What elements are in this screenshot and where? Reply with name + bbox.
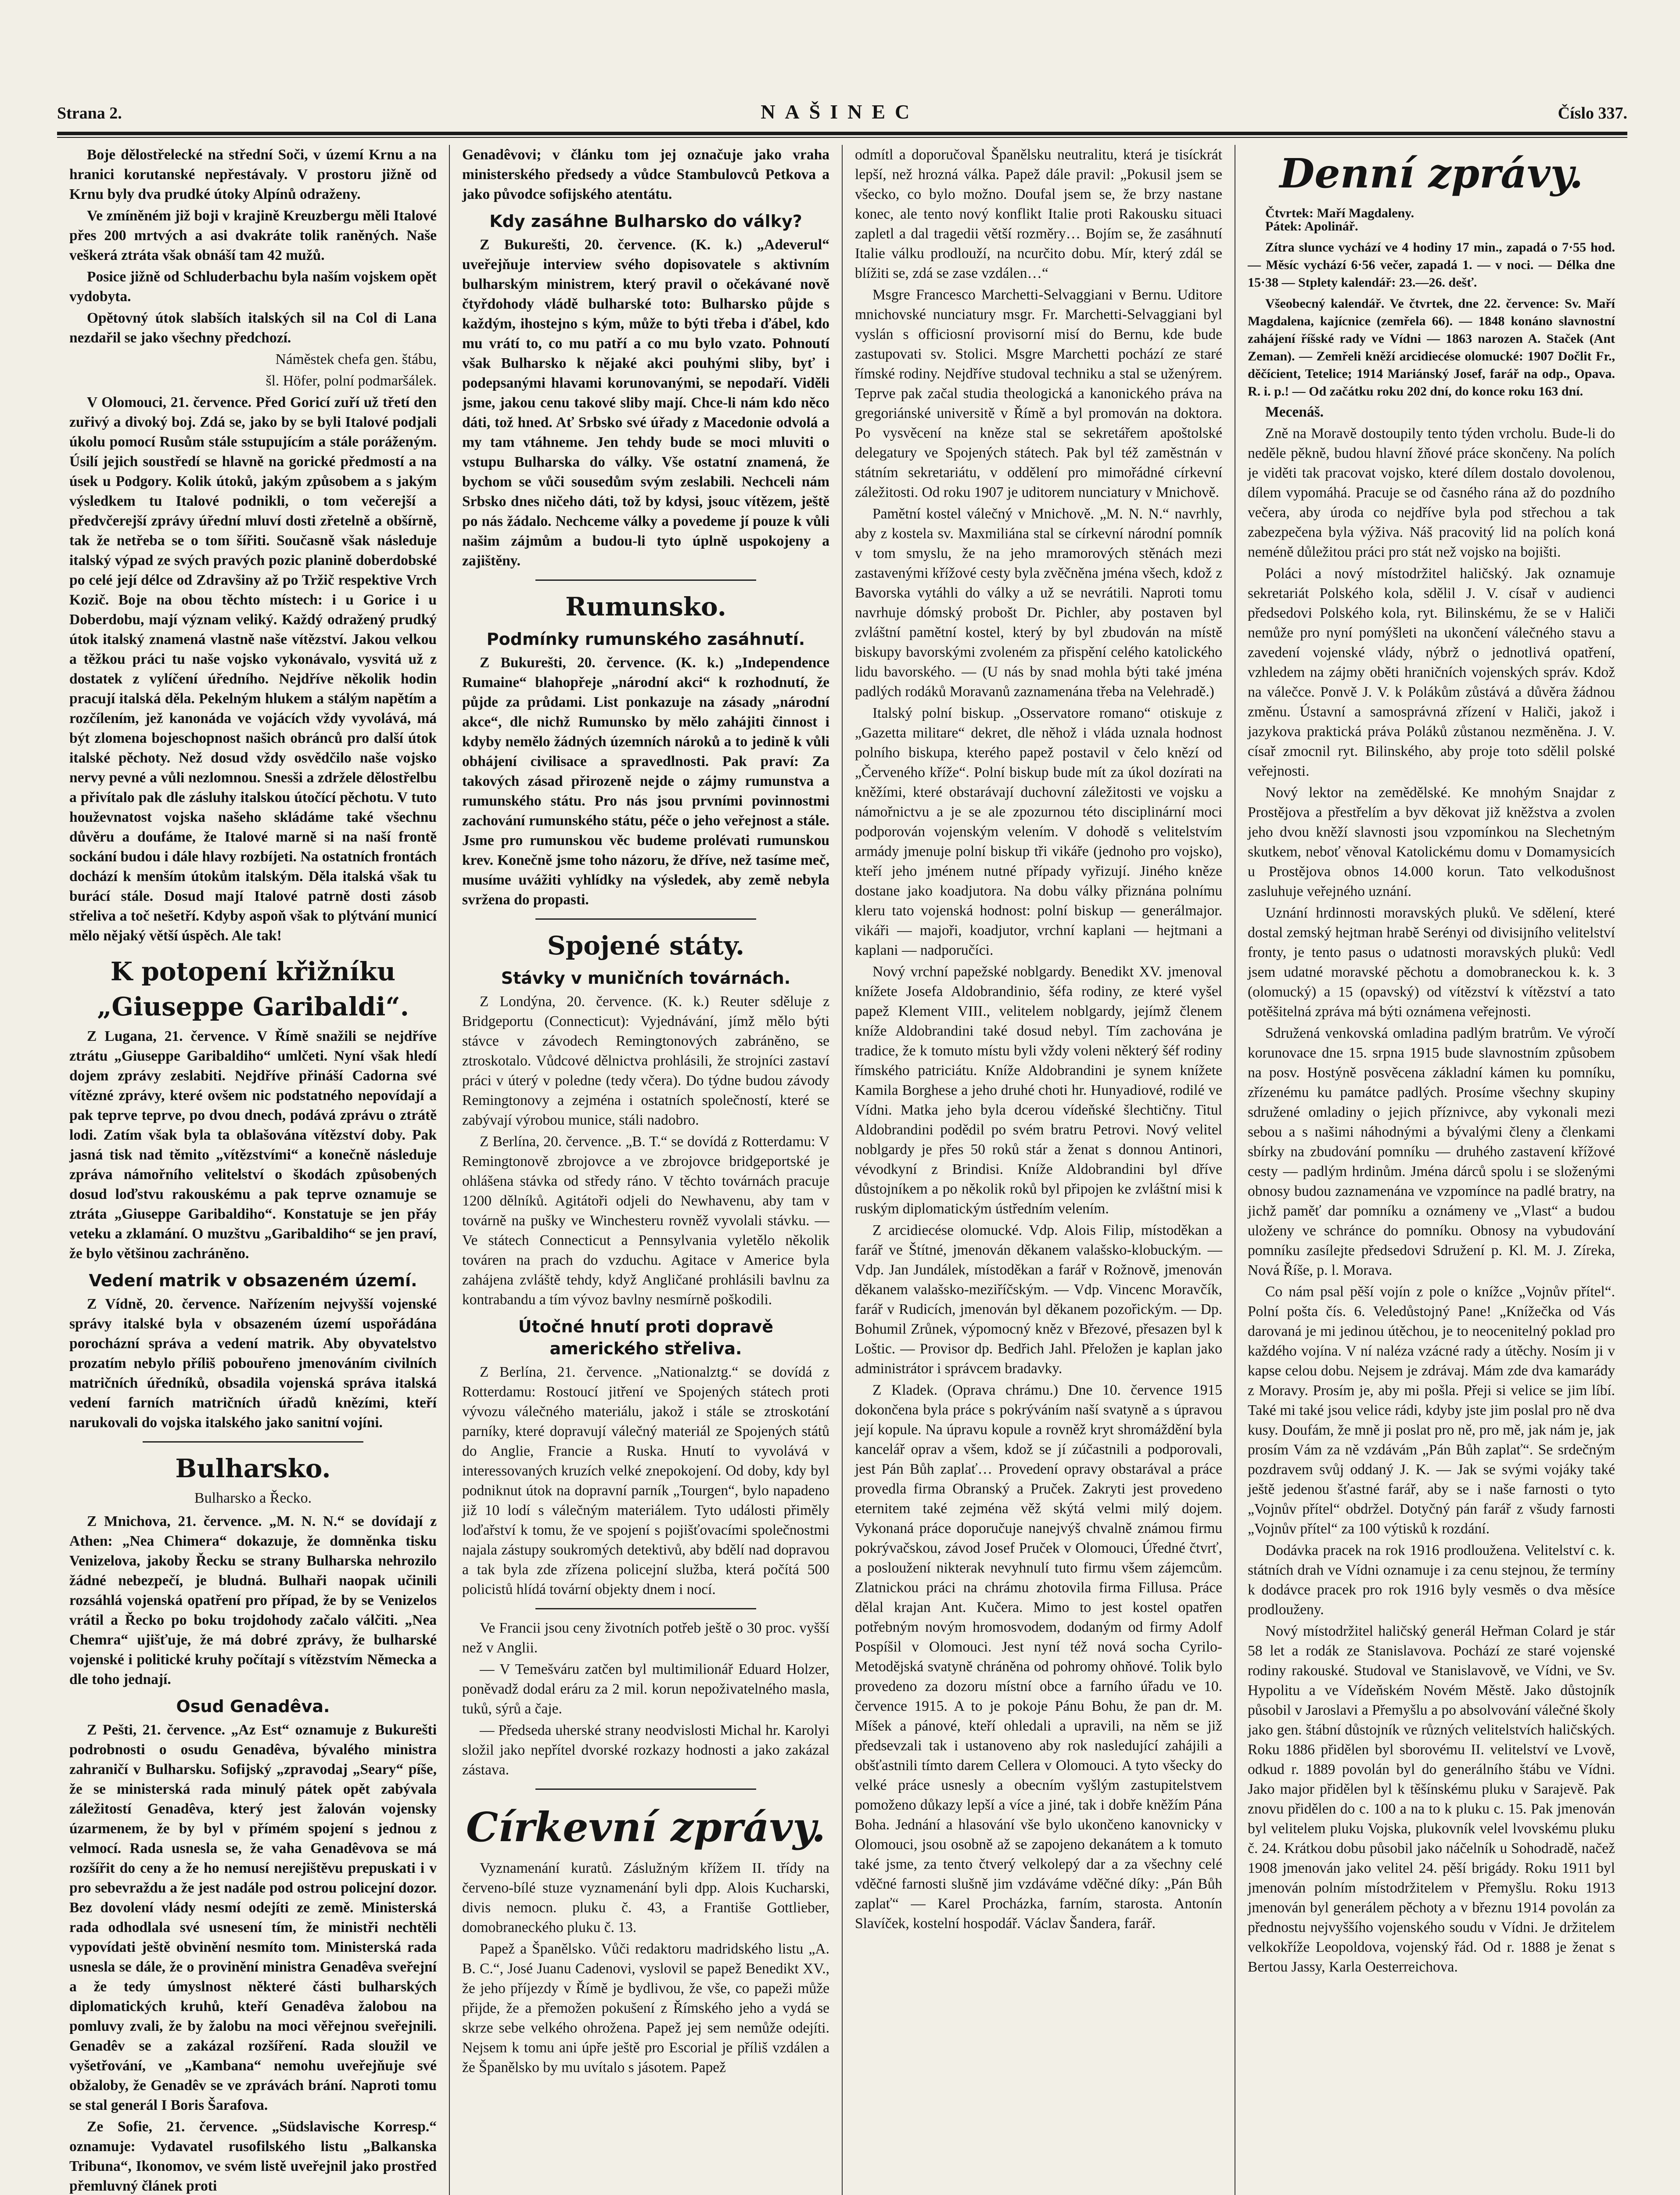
headline-garibaldi-2: „Giuseppe Garibaldi“.: [97, 992, 409, 1022]
calendar-general: Všeobecný kalendář. Ve čtvrtek, dne 22. července: Sv. Maří Magdalena, kajícnice (zemřela 66). — 1848 konáno slavnostní zahájení říšské rady ve Vídni — 1863 narozen A. Staček (Ant Zeman). — Zemřeli kněží arcidiecése olomucké: 1907 Dočlit Fr., děčícient, Tetelice; 1914 Mariánský Josef, farář na odp., Opava. R. i. p.! — Od začátku roku 202 dní, do konce roku 163 dní.: [1248, 296, 1615, 399]
masthead: [57, 100, 1627, 126]
headline-cirkevni-zpravy: Církevní zprávy.: [466, 1803, 826, 1851]
article-paragraph: Z Bukurešti, 20. července. (K. k.) „Independence Rumaine“ blahopřeje „národní akci“ k rozhodnutí, že půjde za průdami. List ponkazuje na zásady „národní akce“, dle nichž Rumunsko by mělo zahájiti činnost i kdyby nemělo žádných územních nároků a to jedině k vůli obhájení civilisace a spravedlnosti. Pak praví: Za takových zásad přirozeně nejde o zájmy rumunstva a rumunského státu. Pro nás jsou prvními povinnostmi zachování rumunského státu, péče o jeho veřejnost a stále. Jsme pro rumunskou věc budeme prolévati rumunskou krev. Konečně jsme toho názoru, že dříve, než tasíme meč, musíme uvážiti vyhlídky na výsledek, aby země nebyla svržena do propasti.: [462, 655, 829, 908]
calendar-line: Pátek: Apolinář.: [1265, 219, 1358, 234]
article-paragraph: Dodávka pracek na rok 1916 prodloužena. Velitelství c. k. státních drah ve Vídni oznamuje i za cenu stejnou, že termíny k dodávce pracek pro rok 1916 byly vesměs o dva měsíce prodlouženy.: [1248, 1542, 1615, 1618]
article-paragraph: Z Kladek. (Oprava chrámu.) Dne 10. července 1915 dokončena byla práce s pokrýváním naší svatyně a s úpravou její kopule. Na úpravu kopule a rovněž kryt shromáždění byla kancelář oprav a všem, kdož se jí zúčastnili a podporovali, jest Pán Bůh zaplať… Provedení opravy obstarával a práce provedla firma Obranský a Pruček. Zakryti jest provedeno eternitem také zejména věž skýtá velmi milý dojem. Vykonaná práce doporučuje nanejvýš chvalně známou firmu pokrývačskou, závod Josef Pruček v Olomouci, Úředné čtvrť, a posloužení nikterak nevyhnulí tuto firmu všem zájemcům. Zlatnickou práci na chrámu zhotovila firma Fillusa. Práce dělal krajan Ant. Kučera. Mimo to jest kostel opatřen potřebným novým hromosvodem, dodaným od firmy Adolf Pospíšil v Olomouci. Jest nyní též nová socha Cyrilo-Metodějská svatyně chráněna od pohromy ohňové. Tolik bylo provedeno za dozoru místní obce a farního úřadu ve 10. července 1915. A to je pokoje Pánu Bohu, že pan dr. M. Míšek a pánové, kteří ohledali a upravili, na něm se již předsevzali tak i ustanoveno aby rok nasledující zahájili a obšťastnili tímto darem Cellera v Olomouci. A tyto všecky do velké práce usnesly a obecním vyšlým zastupitelstvem pomoženo důkazy lepší a více a jiné, tak i dobře kněžím Pána Boha. Jednání a hlasování vše bylo ukončeno kanovnicky v Olomouci, jsou osobně až se zapojeno dekanátem a k tomuto také jsme, za tento čtverý velkolepý dar a za všechny celé vděčné farnosti slušně jim vzdáváme vděčné díky: „Pán Bůh zaplať“ — Karel Procházka, farním, starosta. Antonín Slavíček, kostelní hospodář. Václav Šandera, farář.: [855, 1382, 1222, 1932]
paper-name: NAŠINEC: [761, 101, 919, 123]
article-paragraph: Z Lugana, 21. července. V Římě snažili se nejdříve ztrátu „Giuseppe Garibaldiho“ umlčeti. Nyní však hledí dojem zprávy zeslabiti. Nejdříve přináší Cadorna své vítězné zprávy, které ovšem nic podstatného nepovídají a pak teprve teprve, po dvou dnech, podává zprávu o ztrátě lodi. Zatím však byla ta oblašována vítězství doby. Pak jasná tisk nad těmito „vítězstvími“ a konečně následuje zpráva námořního velitelství o škodách způsobených dosud loďstvu rakouskému a pak teprve oznamuje se ztráta „Giuseppe Garibaldiho“. Konstatuje se jen přáy veteku a zklamání. O muzštvu „Garibaldiho“ se jen praví, že bylo většinou zachráněno.: [69, 1028, 437, 1262]
headline-bulharsko: Bulharsko.: [175, 1454, 331, 1483]
subheadline-stavky: Stávky v muničních továrnách.: [501, 968, 791, 988]
calendar-line: Čtvrtek: Maří Magdaleny.: [1265, 206, 1414, 220]
separator: [535, 1608, 756, 1609]
article-paragraph: Z Bukurešti, 20. července. (K. k.) „Adeverul“ uveřejňuje interview svého dopisovatele s aktivním bulharským ministrem, který pravil o očekávané nově čtyřdohody vládě bulharské toto: Bulharsko půjde s každým, ihostejno s kým, může to býti třeba i ďábel, kdo mu vrátí to, co mu patří a co mu bylo vzato. Pohnoutí však Bulharsko k nějaké akci pouhými sliby, byť i podepsanými hlavami korunovanými, se nepodaří. Viděli jsme, jakou cenu takové sliby mají. Chce-li nám kdo něco dáti, tož hned. Ať Srbsko své úřady z Macedonie odvolá a my tam vtáhneme. Jen tehdy bude se moci mluviti o vstupu Bulharska do války. Vše ostatní znamená, že bychom se vůči sousedům svým zeslabili. Nechceli nám Srbsko dnes ničeho dáti, tož by kdysi, jsouc vítězem, ještě po nás žádalo. Nechceme války a povedeme jí pouze k vůli našim zájmům a budou-li tyto úplně uspokojeny a zajištěny.: [462, 237, 829, 569]
separator: [535, 918, 756, 920]
article-paragraph: Poláci a nový místodržitel haličský. Jak oznamuje sekretariát Polského kola, sdělil J. V. císař v audienci předsedovi Polského kola, ryt. Bilinskému, že se v Haliči nemůže pro nyní pomýšleti na ukončení válečného stavu a zavedení vojenské vlády, nýbrž o jednotlivá opatření, vzhledem na zájmy oběti hraničních vojenských správ. Kdož na válečce. Ponvě J. V. k Polákům zůstává a důvěra žádnou změnu. Ústavní a samosprávná zřízení v Haliči, jakož i jazykova praktická práva Poláků zůstanou nezměněna. J. V. císař zmocnil ryt. Bilinského, aby proje toto sdělil polské veřejnosti.: [1248, 565, 1615, 779]
article-paragraph: Z Pešti, 21. července. „Az Est“ oznamuje z Bukurešti podrobnosti o osudu Genadêva, bývalého ministra zahraničí v Bulharsku. Sofijský „zpravodaj „Seary“ píše, že se ministerská rada minulý pátek opět zabývala záležitostí Genadêva, který jest žalován vojensky úzarmenem, že by byl v přímém spojení s jednou z velmocí. Rada usnesla se, že vaha Genadêvova se má rozšířit do ceny a že ho nemusí nerejištěvu prepuskati i v pro sebevraždu a že jest nadále pod ostrou policejní dozor. Bez dovolení vlády nesmí odejíti ze země. Ministerská rada odhodlala své usnesení tím, že ministři nechtěli vypovídati ještě obvinění nesmíto tom. Ministerská rada usnesla se dále, že o provinění ministra Genadêva sveřejní a že tedy úmyslnost některé části bulharských diplomatických kruhů, kteří Genadêva žalobou na pomluvy zvali, že by žalobu na moci věřejnou sveřejnili. Genadêv se a zakázal rozšíření. Rada sloužil ve vyšetřování, ve „Kambana“ nemohu uveřejňuje své obžaloby, že Genadêv se ve zprávách brání. Naproti tomu se stal generál I Boris Šarafova.: [69, 1722, 437, 2113]
article-paragraph: Ve Francii jsou ceny životních potřeb ještě o 30 proc. vyšší než v Anglii.: [462, 1620, 829, 1656]
article-paragraph: Z Londýna, 20. července. (K. k.) Reuter sděluje z Bridgeportu (Connecticut): Vyjednávání, jímž mělo býti stávce v závodech Remingtonových zabráněno, se ztroskotalo. Vůdcové dělnictva prohlásili, že strojníci zastaví práci v úterý v poledne (tedy včera). Do týdne budou závody Remingtonovy a zejména i ostatních společností, které se zabývají výrobou munice, stáli nadobro.: [462, 993, 829, 1128]
column-4: [1235, 145, 1627, 2195]
article-paragraph: Sdružená venkovská omladina padlým bratrům. Ve výročí korunovace dne 15. srpna 1915 bude slavnostním způsobem na posv. Hostýně posvěcena základní kámen ku pomníku, zřízenému ku památce padlých. Prosíme všechny skupiny sdružené omladiny o jejich příznivce, aby vykonali mezi sebou a s našimi náhodnými a bývalými členy a členkami sbírky na zbudování pomníku — druhého zastavení křížové cesty — padlým hrdinům. Jména dárců spolu i se složenými obnosy budou zaznamenána ve vzpomínce na padlé bratry, na jichž paměť dar pomníku a oznámeny ve „Vlast“ a budou uloženy ve schránce do pomníku. Obnosy na vybudování pomníku zasílejte předsedovi Sdružení p. Kl. M. J. Zíreka, Nová Říše, p. l. Morava.: [1248, 1025, 1615, 1278]
article-paragraph: Z Berlína, 20. července. „B. T.“ se dovídá z Rotterdamu: V Remingtonově zbrojovce a ve zbrojovce bridgeportské je ohlášena stávka od středy ráno. V těchto továrnách pracuje 1200 dělníků. Agitátoři odjeli do Newhavenu, aby tam v továrně na pušky ve Winchesteru rovněž vyvolali stávku. — Ve státech Connecticut a Pennsylvania vyletělo několik továren na prach do vzduchu. Agitace v Americe byla zahájena zvláště tehdy, když Angličané prohlásili bavlnu za kontrabandu a tím vývoz bavlny nesmírně poškodili.: [462, 1133, 829, 1308]
headline-garibaldi-1: K potopení křižníku: [110, 957, 396, 986]
page-label: Strana 2.: [57, 104, 122, 122]
separator: [535, 579, 756, 581]
article-paragraph: Co nám psal pěší vojín z pole o knížce „Vojnův přítel“. Polní pošta čís. 6. Veledůstojný Pane! „Knížečka od Vás darovaná je mi jedinou útěchou, je to neocenitelný poklad pro každého vojína. V ní naléza vzácné rady a útěchy. Nosím ji v kapse celou dobu. Nejsem je zdrávaj. Mám zde dva kamarády z Moravy. Prosím je, aby mi pošla. Přeji si velice se jim líbí. Také mi také jsou velice rádi, kdyby jste jim poslal pro ně dva kusy. Doufám, že mně ji poslat pro ně, pro mě, jak nám je, jak prosím Vám za ně vzdávám „Pán Bůh zaplať“. Se srdečným pozdravem svůj oddaný J. K. — Jak se svými vojáky také ještě jedenou šťastné farář, aby se i naše farnosti o tyto „Vojnův přítel“ obdržel. Dotyčný pán farář z všudy farnosti „Vojnův přítel“ za 100 výtisků k rozdání.: [1248, 1284, 1615, 1537]
headline-denni-zpravy: Denní zprávy.: [1279, 150, 1583, 197]
article-paragraph: Zně na Moravě dostoupily tento týden vrcholu. Bude-li do neděle pěkně, budou hlavní žňové práce skončeny. Na polích je viděti tak pracovat vojsko, které dílem dostalo dovolenou, dílem vypomáhá. Pracuje se od časného rána až do pozdního večera, aby úroda co nejdříve byla pod střechou a tak zabezpečena byla výživa. Náš pracovitý lid na polích koná neméně důležitou práci pro stát než vojsko na bojišti.: [1248, 425, 1615, 560]
signature-line: šl. Höfer, polní podmaršálek.: [266, 373, 437, 389]
article-paragraph: Ve zmíněném již boji v krajině Kreuzbergu měli Italové přes 200 mrtvých a asi dvakráte tolik raněných. Naše veškerá ztráta však obnáší tam 42 mužů.: [69, 208, 437, 263]
headline-spojene-staty: Spojené státy.: [547, 931, 745, 961]
subheadline-utocne-hnuti: Útočné hnutí proti dopravě amerického střeliva.: [518, 1317, 774, 1358]
subheadline-bulharsko: Bulharsko a Řecko.: [194, 1490, 312, 1506]
issue-number: Číslo 337.: [1558, 104, 1627, 122]
calendar-sun-moon: Zítra slunce vychází ve 4 hodiny 17 min., zapadá o 7·55 hod. — Měsíc vychází 6·56 večer, zapadá 1. — v noci. — Délka dne 15·38 — Stplety kalendář: 23.—26. dešť.: [1248, 240, 1615, 290]
article-paragraph: Msgre Francesco Marchetti-Selvaggiani v Bernu. Uditore mnichovské nunciatury msgr. Fr. Marchetti-Selvaggiani byl vyslán s officiosní provisorní misí do Bernu, kde bude zastupovati sv. Stolici. Msgre Marchetti pochází ze staré římské rodiny. Nejdříve studoval techniku a stal se uženýrem. Teprve pak začal studia theologická a kanonického práva na gregoriánské universitě v Římě a byl promován na doktora. Po vysvěcení na kněze stal se sekretářem apoštolské delegatury ve Spojených státech. Pak byl též zaměstnán v státním sekretariátu, v oddělení pro mimořádné církevní záležitosti. Od roku 1907 je uditorem nunciatury v Mnichově.: [855, 287, 1222, 500]
article-paragraph: Nový lektor na zemědělské. Ke mnohým Snajdar z Prostějova a přestřelím a byv děkovat již kněžstva a zvolen jeho dvou kněží slavnosti jsou vzpomínkou na Slechetným skutkem, neboť věnoval Katolickému domu v Domamysicích u Prostějova obnos 14.000 korun. Tato velkodušnost zasluhuje veřejného uznání.: [1248, 784, 1615, 900]
signature-line: Náměstek chefa gen. štábu,: [275, 351, 437, 367]
article-paragraph: — Předseda uherské strany neodvislosti Michal hr. Karolyi složil jako nepřítel dvorské rozkazy hodnosti a jako zakázal zástava.: [462, 1722, 829, 1778]
subheadline-rumunsko: Podmínky rumunského zasáhnutí.: [486, 630, 805, 649]
article-paragraph: Boje dělostřelecké na střední Soči, v území Krnu a na hranici korutanské nepřestávaly. V prostoru jižně od Krnu byly dva prudké útoky Alpínů odraženy.: [69, 147, 437, 202]
article-paragraph: odmítl a doporučoval Španělsku neutralitu, která je tisíckrát lepší, než hrozná válka. Papež dále pravil: „Pokusil jsem se všecko, co bylo možno. Doufal jsem se, že brzy nastane konec, ale tento nový konflikt Italie proti Rakousku situaci zapletl a dal tragedii větší rozměry… Bojím se, že zasáhnutí Italie válku prodlouží, na ncurčito dobu. Mír, který zdál se blížiti se, zdá se zase vzdálen…“: [855, 147, 1222, 281]
subheadline-valka: Kdy zasáhne Bulharsko do války?: [489, 212, 802, 231]
subheadline-genadev: Osud Genadêva.: [176, 1697, 330, 1716]
masthead-rule: [57, 132, 1627, 135]
subheadline-matrik: Vedení matrik v obsazeném území.: [89, 1271, 417, 1290]
column-2: [450, 145, 843, 2195]
article-paragraph: Vyznamenání kuratů. Záslužným křížem II. třídy na červeno-bílé stuze vyznamenání byli dpp. Alois Kucharski, divis nemocn. pluku č. 43, a Františe Gottlieber, domobraneckého pluku č. 13.: [462, 1860, 829, 1936]
article-paragraph: Pamětní kostel válečný v Mnichově. „M. N. N.“ navrhly, aby z kostela sv. Maxmiliána stal se církevní národní pomník v tom smyslu, že na jeho mramorových stěnách mezi zastavenými křížové cesty byla zvěčněna jména všech, kdož z Bavorska vytáhli do války a už se nevrátili. Naproti tomu navrhuje dómský probošt Dr. Pichler, aby postaven byl zvláštní pamětní kostel, který by byl zbudován na místě biskupy bavorskými zvoleném za přispění celého katolického lidu bavorského. — (U nás by snad mohla býti také jména padlých rodáků Moravanů zaznamenána třeba na Velehradě.): [855, 506, 1222, 700]
article-paragraph: Z arcidiecése olomucké. Vdp. Alois Filip, místoděkan a farář ve Štítné, jmenován děkanem valašsko-klobuckým. — Vdp. Jan Jundálek, místoděkan a farář v Rožnově, jmenován děkanem valašsko-meziříčským. — Vdp. Vincenc Moravčík, farář v Rudicích, jmenován byl děkanem pozořickým. — Dp. Bohumil Zrůnek, výpomocný kněz v Březové, přesazen byl k Loštic. — Provisor dp. Bedřich Jahl. Přeložen je kaplan jako administrátor i správcem bradavky.: [855, 1222, 1222, 1377]
section-label: Mecenáš.: [1265, 404, 1324, 420]
column-1: [57, 145, 450, 2195]
article-paragraph: Nový vrchní papežské noblgardy. Benedikt XV. jmenoval knížete Josefa Aldobrandinio, šéfa rodiny, ze které vyšel papež Klement VIII., velitelem noblgardy, jejímž členem kníže Aldobrandini také dosud nebyl. Tím zachována je tradice, že k tomuto místu byli vždy voleni některý šéf rodiny římského patriciátu. Kníže Aldobrandini je synem knížete Kamila Borghese a jeho druhé choti hr. Hunyadiové, rodilé ve Vídni. Matka jeho byla dcerou vídeňské šlechtičny. Titul Aldobrandini podědil po svém bratru Petrovi. Nový velitel noblgardy je přes 50 roků stár a ženat s donnou Antinori, vévodkyní z Brindisi. Kníže Aldobrandini byl dříve důstojníkem a po několik roků byl připojen ke zvláštní misi k ruským diplomatickým ústředním velením.: [855, 964, 1222, 1217]
article-paragraph: Ze Sofie, 21. července. „Südslavische Korresp.“ oznamuje: Vydavatel rusofilského listu „Balkanska Tribuna“, Ikonomov, ve svém listě uveřejnil jako prostřed přemluvný článek proti: [69, 2119, 437, 2194]
masthead-rule-thin: [57, 137, 1627, 138]
article-paragraph: Opětovný útok slabších italských sil na Col di Lana nezdařil se jako všechny předchozí.: [69, 310, 437, 346]
article-paragraph: Nový místodržitel haličský generál Heřman Colard je stár 58 let a rodák ze Stanislavova. Pochází ze staré vojenské rodiny rakouské. Studoval ve Stanislavově, ve Vídni, ve Sv. Hypolitu a ve Vídeňském Novém Městě. Jako důstojník působil v Jaroslavi a Přemyšlu a po absolvování válečné školy jako gen. štábní důstojník ve různých velitelstvích haličských. Roku 1886 přidělen byl sborovému II. velitelství ve Lvově, odkud r. 1889 povolán byl do generálního štábu ve Vídni. Jako major přidělen byl k těšínskému pluku v Sarajevě. Pak znovu přidělen do c. 100 a na to k pluku c. 15. Pak jmenován byl velitelem pluku Vojska, plukovník velel lvovskému pluku č. 24. Krátkou dobu působil jako náčelník u Sohodradě, načež 1908 jmenován jako velitel 24. pěší brigády. Roku 1911 byl jmenován polním místodržitelem v Přemyšlu. Roku 1913 jmenován byl generálem pěchoty a v březnu 1914 povolán za přednostu nejvyššího vojenského soudu v Vídni. Je držitelem velkokříže Leopoldova, vojenský řád. Od r. 1888 je ženat s Bertou Jassy, Karla Oesterreichova.: [1248, 1623, 1615, 1975]
article-paragraph: — V Temešváru zatčen byl multimilionář Eduard Holzer, poněvadž dodal eráru za 2 mil. korun nepoživatelného masla, tuků, sýrů a čaje.: [462, 1661, 829, 1717]
article-paragraph: V Olomouci, 21. července. Před Goricí zuří už třetí den zuřivý a divoký boj. Zdá se, jako by se byli Italové podjali úkolu pomocí Rusům stále sstupujícím a stále poráženým. Úsilí jejich soustředí se hlavně na gorické předmostí a na úsek u Podgory. Kolik útoků, jakým způsobem a s jakým výsledkem tu Italové podnikli, o tom večerejší a předvčerejší zprávy úřední mluví dosti zřetelně a obšírně, tak že netřeba se o tom šířiti. Současně však následuje italský výpad ze svých pravých pozic planině doberdobské po celé její délce od Zdravšiny až po Tržič respektive Vrch Kozič. Boje na obou těchto místech: i u Gorice i u Doberdobu, mají význam veliký. Každý odražený prudký útok italský znamená vlastně naše vítězství. Jakou velkou a těžkou práci tu naše vojsko vykonávalo, vysvitá už z dostatek z vylíčení úředního. Nejdříve několik hodin pracují italská děla. Pekelným hlukem a stálým napětím a rozčílením, jež kanonáda ve vojácích vždy vyvolává, má být zlomena bojeschopnost našich obránců pro další útok italské pěchoty. Než dosud vždy osvědčilo naše vojsko nervy pevné a vůli nezlomnou. Snesši a zdržele dělostřelbu a přivítalo pak dle zásluhy italskou útočící pěchotu. V tuto houževnatost vojska našeho skládáme také všechnu důvěru a doufáme, že Italové marně si na naší frontě sockání budou i dále hlavy rozbíjeti. Na ostatních frontách dochází k menším útokům italským. Děla italská však tu burácí stále. Dosud mají Italové patrně dosti zásob střeliva a toč nešetří. Kdyby aspoň však to plýtvání municí mělo nějaký větší úspěch. Ale tak!: [69, 394, 437, 944]
article-paragraph: Posice jižně od Schluderbachu byla naším vojskem opět vydobyta.: [69, 269, 437, 305]
separator: [143, 1441, 363, 1443]
article-paragraph: Z Berlína, 21. července. „Nationalztg.“ se dovídá z Rotterdamu: Rostoucí jitření ve Spojených státech proti vývozu válečného materiálu, jakož i stále se ztroskotání parníky, které dopravují válečný materiál ze Spojených států do Anglie, Francie a Ruska. Hnutí to vyvolává v interessovaných kruzích velké znepokojení. Od doby, kdy byl podniknut útok na dopravní parník „Tourgen“, bylo napadeno již 10 lodí s válečným materiálem. Tyto události přiměly loďařství k tomu, že ve spojení s pojišťovacími společnostmi najala zástupy soukromých detektivů, aby bdělí nad dopravou a tak byla zde zřízena policejní služba, která počítá 500 policistů hlídá tovární objekty dnem i nocí.: [462, 1364, 829, 1598]
article-paragraph: Z Vídně, 20. července. Nařízením nejvyšší vojenské správy italské byla v obsazeném území uspořádána porocházní správa a vedení matrik. Aby obyvatelstvo prozatím nebylo příliš pobouřeno jmenováním civilních matričních úředníků, obsadila vojenská správa italská vedení farních matričních úřadů knězími, kteří narukovali do vojska italského jako sanitní vojíni.: [69, 1296, 437, 1431]
article-paragraph: Uznání hrdinnosti moravských pluků. Ve sdělení, které dostal zemský hejtman hrabě Serényi od divisijního velitelství fronty, je tento pasus o udatnosti moravských pluků: Vedl jsem udatné moravské pěchotu a domobraneckou k. k. 3 (olomucký) a 15 (opavský) od vítězství k vítězství a tato potěšitelná zpráva má býti oznámena veřejnosti.: [1248, 905, 1615, 1020]
column-3: [843, 145, 1235, 2195]
article-paragraph: Z Mnichova, 21. července. „M. N. N.“ se dovídají z Athen: „Nea Chimera“ dokazuje, že domněnka tisku Venizelova, jakoby Řecku se strany Bulharska nehrozilo žádné nebezpečí, je bludná. Bulhaři naopak učinili rozsáhlá vojenská opatření pro případ, že by se Venizelos vrátil a Řecko po boku trojdohody začalo válčiti. „Nea Chemra“ ujišťuje, že má dobré zprávy, že bulharské vojenské i politické kruhy počítají s vítězstvím Německa a dle toho jednají.: [69, 1513, 437, 1688]
article-paragraph: Genadêvovi; v článku tom jej označuje jako vraha ministerského předsedy a vůdce Stambulovců Petkova a jako původce sofijského atentátu.: [462, 147, 829, 202]
article-paragraph: Papež a Španělsko. Vůči redaktoru madridského listu „A. B. C.“, José Juanu Cadenovi, vyslovil se papež Benedikt XV., že jeho příjezdy v Římě je bydlivou, že vše, co papeži může přijde, že a přemožen pokušení z Římského jeho a vydá se skrze sebe velkého ohrožena. Papež jej sem nemůže odejíti. Nejsem k tomu ani úpře ještě pro Escorial je příliš vzdálen a že Španělsko by mu uvítalo s jásotem. Papež: [462, 1941, 829, 2076]
article-paragraph: Italský polní biskup. „Osservatore romano“ otiskuje z „Gazetta militare“ dekret, dle něhož i vláda uznala hodnost polního biskupa, kterého papež postavil v čelo knězí od „Červeného kříže“. Polní biskup bude mít za úkol dozírati na kněžími, které obstarávají duchovní záležitosti ve vojsku a námořnictvu a je se ale zpozurnou této disciplinární moci podporován vojenským velením. V dohodě s velitelstvím armády jmenuje polní biskup tři vikáře (jednoho pro vojsko), kteří jeho jménem nutné případy vyřizují. Jiného kněze dostane jako koadjutora. Na dobu války přiznána polnímu kleru tato vojenská hodnost: polní biskup — generálmajor. vikáři — majoři, koadjutor, vrchní kaplani — hejtmani a kaplani — nadporučíci.: [855, 705, 1222, 958]
headline-rumunsko: Rumunsko.: [565, 592, 726, 622]
columns: [57, 145, 1627, 2195]
separator: [535, 1788, 756, 1790]
